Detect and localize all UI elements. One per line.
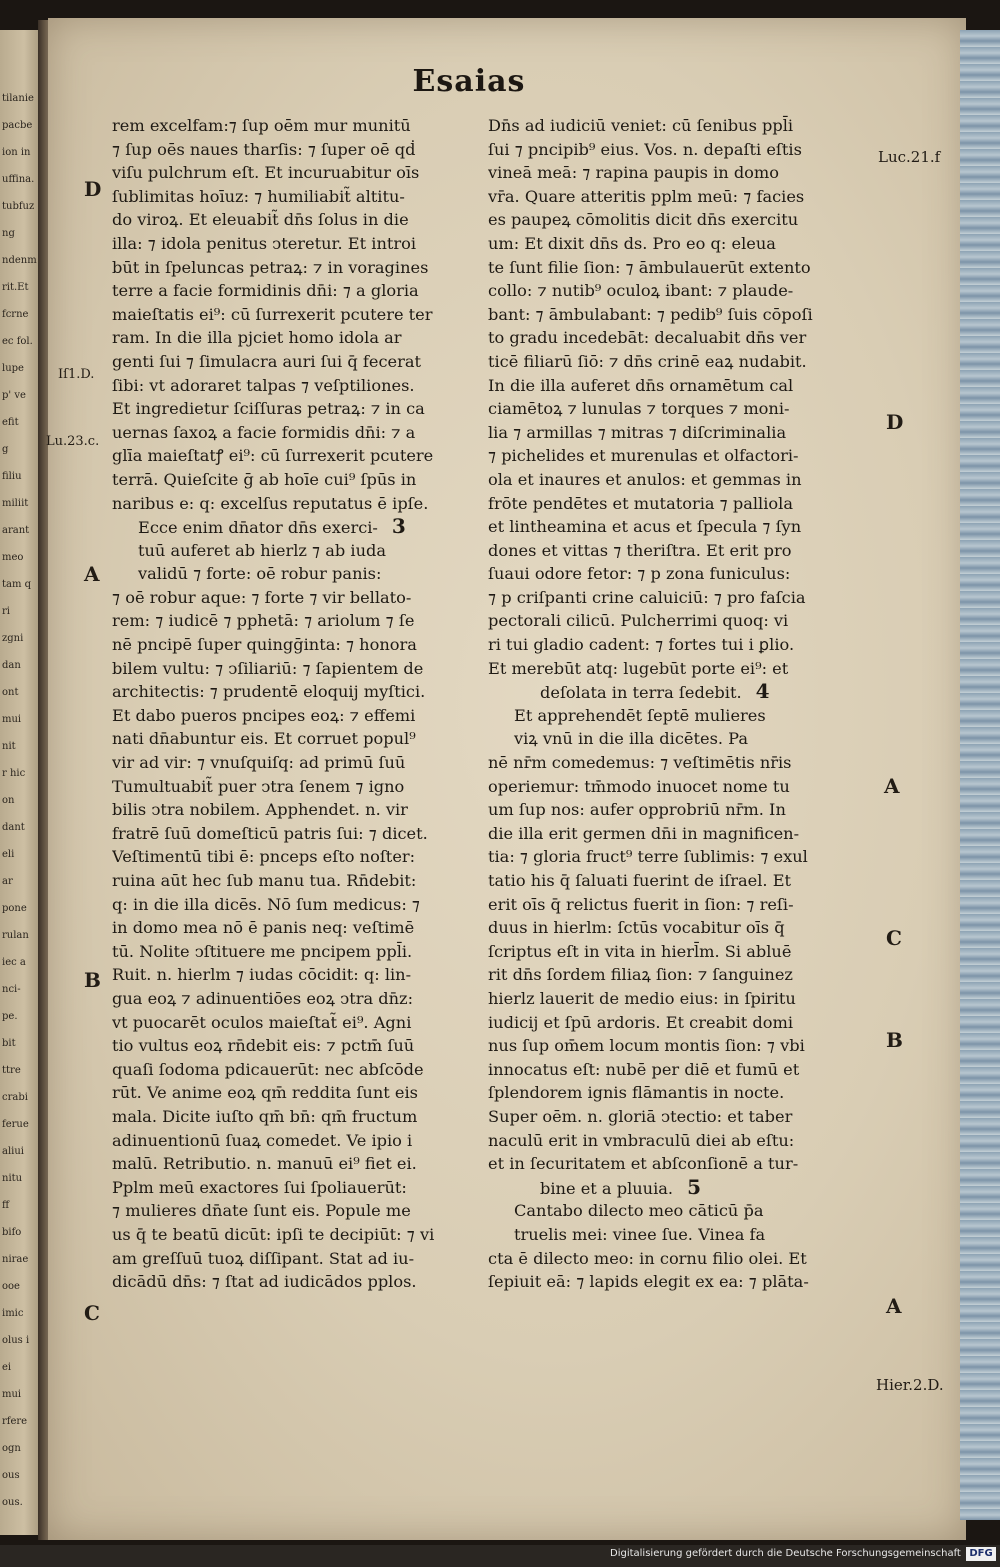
text-line: tuū auferet ab hierlz ⁊ ab iuda (138, 540, 387, 560)
digitization-credit: Digitalisierung gefördert durch die Deutsche Forschungsgemeinschaft (610, 1548, 961, 1559)
left-page-fragment: dant (2, 822, 25, 833)
text-line: glīa maieſtatꝭ ei⁹: cū ſurrexerit pcutere (112, 446, 434, 466)
margin-letter-d-left: D (84, 177, 102, 201)
text-line: viſu pulchrum eſt. Et incuruabitur oīs (112, 163, 420, 183)
text-line: vineā meā: ⁊ rapina paupis in domo (488, 163, 780, 183)
left-page-fragment: nirae (2, 1254, 29, 1265)
text-line: tū. Nolite ↄſtituere me pncipem ppl̄i. (112, 941, 413, 961)
left-page-fragment: nit (2, 741, 16, 752)
text-line: in domo mea nō ē panis neq: veſtimē (112, 918, 415, 938)
text-line: ſuaui odore fetor: ⁊ p zona funiculus: (488, 564, 791, 584)
left-page-fragment: tubfuz (2, 201, 35, 212)
text-line-content: bine et a pluuia. (540, 1178, 674, 1198)
text-line: tio vultus eoꝝ rn̄debit eis: ⁊ pctm̄ ſuū (112, 1036, 415, 1056)
left-page-fragment: p' ve (2, 390, 26, 401)
left-page-fragment: on (2, 795, 15, 806)
text-line: dones et vittas ⁊ theriſtra. Et erit pro (488, 540, 792, 560)
text-line: ola et inaures et anulos: et gemmas in (488, 469, 802, 489)
left-page-fragment: ng (2, 228, 15, 239)
left-page-fragment: bifo (2, 1227, 22, 1238)
text-line: adinuentionū ſuaꝝ comedet. Ve ipio i (112, 1130, 413, 1150)
left-page-fragment: ooe (2, 1281, 20, 1292)
left-page-fragment: mui (2, 1389, 22, 1400)
text-line: rem excelfam:⁊ ſup oēm mur munitū (112, 116, 411, 135)
right-text-column (488, 114, 850, 1294)
left-page-edge (0, 30, 40, 1535)
page-fore-edge (960, 30, 1000, 1520)
left-page-fragment: filiu (2, 471, 22, 482)
left-page-fragment: arant (2, 525, 30, 536)
text-line: q: in die illa dicēs. Nō ſum medicus: ⁊ (112, 894, 420, 914)
left-page-fragment: ous. (2, 1497, 23, 1508)
text-line: būt in ſpeluncas petraꝝ: ⁊ in voragines (112, 257, 429, 277)
margin-letter-a2-right: A (886, 1294, 902, 1318)
text-line: Pplm meū exactores ſui ſpoliauerūt: (112, 1177, 407, 1197)
text-line-content: deſolata in terra ſedebit. (540, 683, 742, 703)
margin-letter-b-right: B (886, 1028, 903, 1052)
text-line: lia ⁊ armillas ⁊ mitras ⁊ diſcriminalia (488, 422, 787, 442)
text-line: frōte pendētes et mutatoria ⁊ palliola (488, 493, 793, 513)
text-line: Et dabo pueros pncipes eoꝝ: ⁊ effemi (112, 705, 416, 725)
text-line: quaſi ſodoma pdicauerūt: nec abſcōde (112, 1059, 424, 1079)
text-line: ſibi: vt adoraret talpas ⁊ veſptiliones. (112, 375, 415, 395)
text-line: us q̄ te beatū dicūt: ipſi te decipiūt: ⁊ vi (112, 1224, 435, 1244)
text-line: te ſunt filie ſion: ⁊ āmbulauerūt extento (488, 257, 811, 277)
left-page-fragment: mui (2, 714, 22, 725)
left-page-fragment: miliit (2, 498, 29, 509)
text-line: ſplendorem ignis flāmantis in nocte. (488, 1083, 785, 1103)
text-line: et lintheamina et acus et ſpecula ⁊ ſyn (488, 517, 802, 537)
text-line: ⁊ pichelides et murenulas et olfactori- (488, 446, 799, 466)
left-page-fragment: ec fol. (2, 336, 33, 347)
text-line: nati dn̄abuntur eis. Et corruet popul⁹ (112, 729, 416, 749)
text-line: ruina aūt hec ſub manu tua. Rn̄debit: (112, 871, 417, 890)
text-line: ri tui gladio cadent: ⁊ fortes tui i ꝑlio. (488, 635, 795, 655)
left-page-fragment: ei (2, 1362, 12, 1373)
text-line: genti ſui ⁊ ſimulacra auri ſui q̄ fecerat (112, 351, 421, 371)
text-line: um: Et dixit dn̄s ds. Pro eo q: eleua (488, 233, 776, 253)
text-line: ſublimitas hoīuz: ⁊ humiliabit̃ altitu- (112, 186, 405, 206)
chapter-number: 5 (687, 1175, 702, 1199)
text-line: Dn̄s ad iudiciū veniet: cū ſenibus ppl̄i (488, 116, 794, 135)
left-page-fragment: efit (2, 417, 19, 428)
text-line: validū ⁊ forte: oē robur panis: (138, 564, 382, 584)
left-page-fragment: r hic (2, 768, 26, 779)
text-line: gua eoꝝ ⁊ adinuentiōes eoꝝ ↄtra dn̄z: (112, 988, 414, 1008)
text-line: dicādū dn̄s: ⁊ ſtat ad iudicādos pplos. (112, 1272, 417, 1292)
text-line: Cantabo dilecto meo cāticū p̄a (514, 1201, 764, 1221)
text-line: bant: ⁊ āmbulabant: ⁊ pedib⁹ ſuis cōpoſi (488, 304, 813, 324)
left-page-fragment: bit (2, 1038, 16, 1049)
text-line (488, 680, 850, 704)
margin-letter-a-left: A (84, 562, 100, 586)
text-line: Et merebūt atq: lugebūt porte ei⁹: et (488, 658, 789, 678)
left-page-fragment: meo (2, 552, 24, 563)
text-line: tia: ⁊ gloria fruct⁹ terre ſublimis: ⁊ exul (488, 847, 808, 867)
left-page-fragment: dan (2, 660, 21, 671)
text-line: ſepiuit eā: ⁊ lapids elegit ex ea: ⁊ plāta- (488, 1272, 809, 1292)
margin-letter-c-right: C (886, 926, 902, 950)
left-page-fragment: olus i (2, 1335, 30, 1346)
margin-ref-luke: Lu.23.c. (46, 434, 100, 449)
text-line: ⁊ oē robur aque: ⁊ forte ⁊ vir bellato- (112, 587, 412, 607)
left-page-fragment: lupe (2, 363, 24, 374)
text-line: Ruit. n. hierlm ⁊ iudas cōcidit: q: lin- (112, 965, 412, 985)
left-page-fragment: nitu (2, 1173, 23, 1184)
text-line: ſcriptus eſt in vita in hierl̄m. Si abluē (488, 941, 792, 961)
text-line: am greſſuū tuoꝝ diſſipant. Stat ad iu- (112, 1248, 415, 1268)
left-page-fragment: tam q (2, 579, 32, 590)
left-page-fragment: ion in (2, 147, 31, 158)
text-line: do viroꝝ. Et eleuabit̃ dn̄s ſolus in die (112, 210, 409, 230)
text-line: nē pncipē ſuper quingḡinta: ⁊ honora (112, 635, 417, 655)
left-page-fragment: aliui (2, 1146, 24, 1157)
left-page-fragment: tilanie (2, 93, 34, 104)
text-line: operiemur: tm̄modo inuocet nome tu (488, 776, 790, 796)
text-line: viꝝ vnū in die illa dicētes. Pa (514, 729, 748, 749)
text-line: pectorali cilicū. Pulcherrimi quoq: vi (488, 611, 789, 631)
text-line-content: Ecce enim dn̄ator dn̄s exerci- (138, 518, 378, 538)
left-page-fragment: g (2, 444, 9, 455)
text-line: ⁊ mulieres dn̄ate ſunt eis. Popule me (112, 1201, 411, 1221)
text-line: rit dn̄s ſordem filiaꝝ ſion: ⁊ ſanguinez (488, 965, 793, 985)
text-line: uernas ſaxoꝝ a facie formidis dn̄i: ⁊ a (112, 422, 416, 442)
text-line: innocatus eſt: nubē per diē et fumū et (488, 1059, 800, 1079)
left-page-fragment: nci- (2, 984, 21, 995)
text-line: mala. Dicite iuſto qm̄ bn̄: qm̄ fructum (112, 1106, 418, 1126)
text-line: collo: ⁊ nutib⁹ oculoꝝ ibant: ⁊ plaude- (488, 281, 794, 301)
left-page-fragment: imic (2, 1308, 24, 1319)
left-page-fragment: pone (2, 903, 27, 914)
text-line: tatio his q̄ ſaluati fuerint de iſrael. Et (488, 871, 792, 890)
text-line: ciamētoꝝ ⁊ lunulas ⁊ torques ⁊ moni- (488, 399, 790, 419)
margin-ref-jeremiah: Hier.2.D. (876, 1376, 944, 1394)
text-line: ⁊ p criſpanti crine caluiciū: ⁊ pro faſcia (488, 587, 806, 607)
left-page-fragment: fcrne (2, 309, 29, 320)
left-page-fragment: ndenm (2, 255, 37, 266)
text-line: to gradu incedebāt: decaluabit dn̄s ver (488, 328, 807, 348)
left-page-fragment: ont (2, 687, 19, 698)
margin-letter-b-left: B (84, 968, 101, 992)
text-line: malū. Retributio. n. manuū ei⁹ fiet ei. (112, 1154, 417, 1174)
left-page-fragment: zgni (2, 633, 24, 644)
text-line: nus ſup om̄em locum montis ſion: ⁊ vbi (488, 1036, 805, 1056)
text-line: maieſtatis ei⁹: cū ſurrexerit pcutere ter (112, 304, 433, 324)
chapter-number: 3 (391, 515, 406, 539)
text-line: Tumultuabit̃ puer ↄtra ſenem ⁊ igno (112, 776, 405, 796)
text-line: terrā. Quieſcite ḡ ab hoīe cui⁹ ſpūs in (112, 469, 417, 489)
running-head: Esaias (412, 64, 526, 99)
text-line: ram. In die illa pjciet homo idola ar (112, 328, 402, 348)
text-line: rūt. Ve anime eoꝝ qm̄ reddita ſunt eis (112, 1083, 418, 1103)
text-line: In die illa auferet dn̄s ornamētum cal (488, 375, 794, 395)
text-line: Et ingredietur ſciſſuras petraꝝ: ⁊ in ca (112, 399, 425, 419)
text-line: rem: ⁊ iudicē ⁊ pphetā: ⁊ ariolum ⁊ ſe (112, 611, 415, 631)
text-line (112, 515, 462, 539)
text-line: cta ē dilecto meo: in cornu filio olei. Et (488, 1248, 807, 1268)
left-page-fragment: rit.Et (2, 282, 29, 293)
left-page-fragment: iec a (2, 957, 26, 968)
left-page-fragment: eli (2, 849, 15, 860)
text-line: bilis ↄtra nobilem. Apphendet. n. vir (112, 800, 408, 820)
left-page-fragment: pacbe (2, 120, 33, 131)
left-page-fragment: crabi (2, 1092, 28, 1103)
text-line: Veſtimentū tibi ē: pnceps eſto noſter: (112, 847, 416, 867)
text-line: ſui ⁊ pncipib⁹ eius. Vos. n. depaſti eſtis (488, 139, 802, 159)
text-line: naculū erit in vmbraculū diei ab eſtu: (488, 1130, 795, 1150)
margin-ref-isa: Iſ1.D. (58, 367, 95, 382)
text-line: um ſup nos: aufer opprobriū nr̄m. In (488, 800, 786, 820)
text-line: es paupeꝝ cōmolitis dicit dn̄s exercitu (488, 210, 799, 230)
text-line: vt puocarēt oculos maieſtat̃ ei⁹. Agni (112, 1012, 412, 1032)
text-line: iudicij et ſpū ardoris. Et creabit domi (488, 1012, 794, 1032)
text-line: truelis mei: vinee ſue. Vinea fa (514, 1224, 766, 1244)
left-page-fragment: uffina. (2, 174, 35, 185)
left-page-fragment: ogn (2, 1443, 21, 1454)
left-text-column (112, 114, 462, 1294)
left-page-fragment: ff (2, 1200, 10, 1211)
left-page-fragment: ri (2, 606, 10, 617)
left-page-fragment: rulan (2, 930, 29, 941)
text-line: naribus e: q: excelſus reputatus ē ipſe. (112, 493, 429, 513)
left-page-fragment: pe. (2, 1011, 18, 1022)
text-line: vir ad vir: ⁊ vnuſquiſq: ad primū ſuū (112, 753, 406, 773)
text-line: hierlz lauerit de medio eius: in ſpiritu (488, 988, 796, 1008)
text-line: et in ſecuritatem et abſconſionē a tur- (488, 1154, 799, 1174)
left-page-fragment: ttre (2, 1065, 21, 1076)
text-line: erit oīs q̄ relictus fuerit in ſion: ⁊ reſi- (488, 894, 794, 914)
left-page-fragment: ferue (2, 1119, 29, 1130)
text-line: ticē filiarū ſiō: ⁊ dn̄s crinē eaꝝ nudabit. (488, 351, 807, 371)
text-line: architectis: ⁊ prudentē eloquij myſtici. (112, 682, 426, 702)
margin-ref-luke-right: Luc.21.f (878, 148, 941, 166)
text-line: fratrē ſuū domeſticū patris ſui: ⁊ dicet. (112, 823, 428, 843)
text-line: die illa erit germen dn̄i in magnificen- (488, 823, 800, 843)
margin-letter-c-left: C (84, 1301, 100, 1325)
text-line: bilem vultu: ⁊ ↄſiliariū: ⁊ ſapientem de (112, 658, 424, 678)
text-line: nē nr̄m comedemus: ⁊ veſtimētis nr̄is (488, 753, 792, 773)
text-line: Et apprehendēt ſeptē mulieres (514, 705, 766, 725)
text-line: illa: ⁊ idola penitus ↄteretur. Et introi (112, 233, 417, 253)
chapter-number: 4 (755, 680, 770, 704)
left-page-fragment: rfere (2, 1416, 28, 1427)
left-page-fragment: ous (2, 1470, 20, 1481)
text-line: Super oēm. n. gloriā ↄtectio: et taber (488, 1106, 793, 1126)
margin-letter-d-right: D (886, 410, 904, 434)
left-page-fragment: ar (2, 876, 13, 887)
text-line: vr̄a. Quare atteritis pplm meū: ⁊ facies (488, 186, 805, 206)
text-line: terre a facie formidinis dn̄i: ⁊ a gloria (112, 281, 419, 301)
margin-letter-a-right: A (884, 774, 900, 798)
text-line (488, 1176, 850, 1200)
dfg-logo: DFG (966, 1547, 996, 1561)
text-line: duus in hierlm: ſctūs vocabitur oīs q̄ (488, 918, 785, 938)
text-line: ⁊ ſup oēs naues tharſis: ⁊ ſuper oē qḋ (112, 139, 416, 159)
